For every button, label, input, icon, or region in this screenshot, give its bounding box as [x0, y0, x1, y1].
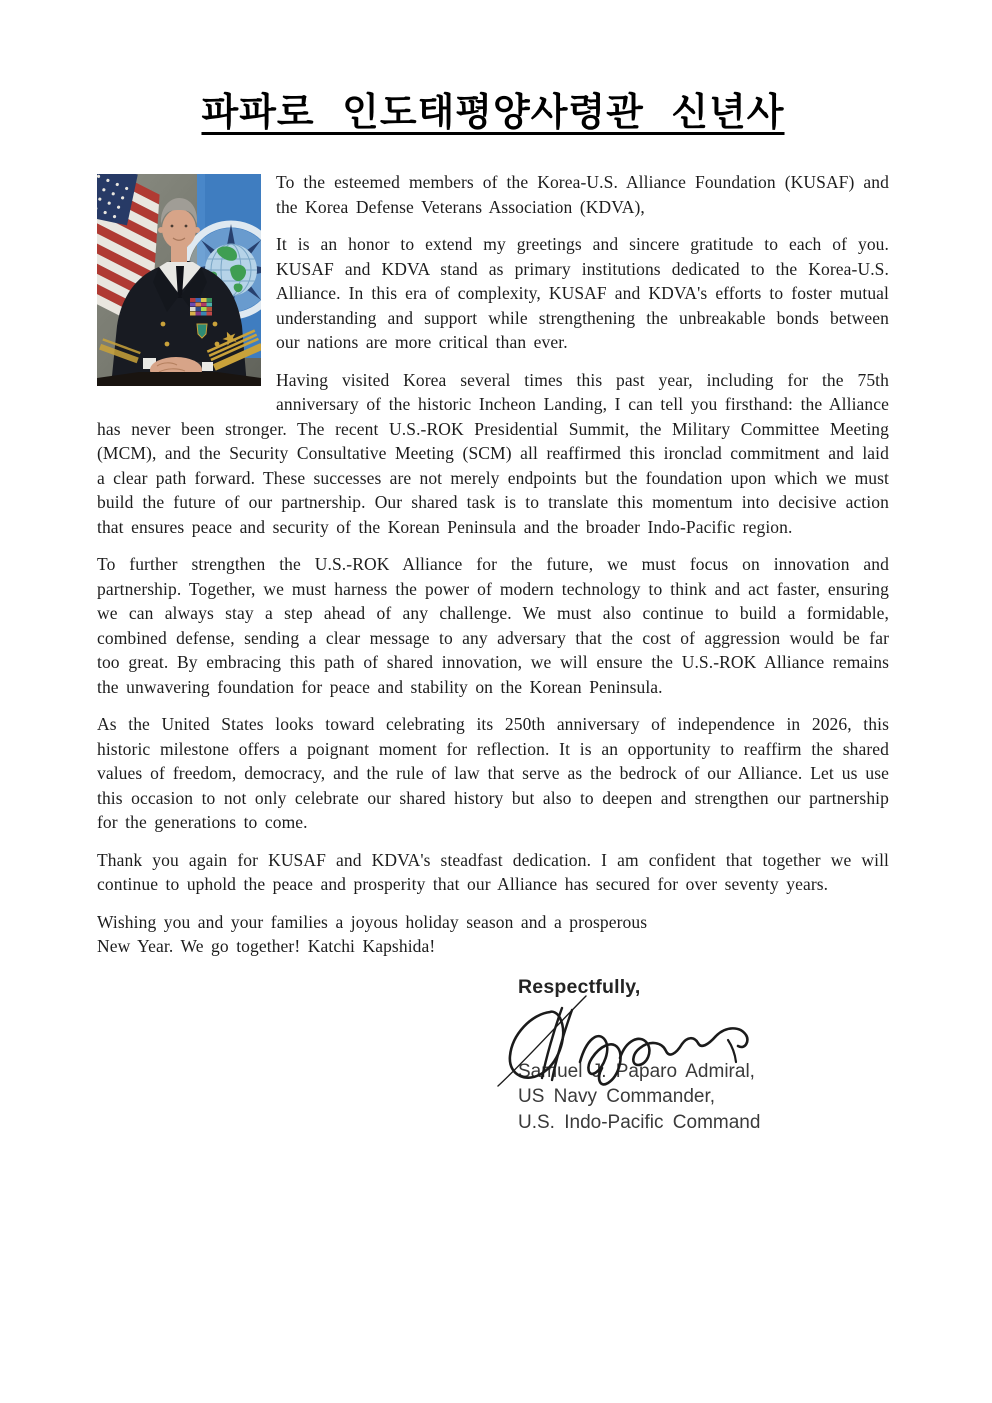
letter-body — [97, 170, 889, 1135]
letter-paragraph-closing-wish: Wishing you and your families a joyous holiday season and a prosperous New Year. We go together! Katchi Kapshida! — [97, 911, 648, 956]
signature-block — [518, 976, 889, 1136]
letter-paragraph: Having visited Korea several times this past year, including for the 75th anniversary of the historic Incheon Landing, I can tell you firsthand: the Alliance has never been stronger. The recent U.S.-ROK Presidential Summit, the Military Committee Meeting (MCM), and the Security Consultative Meeting (SCM) all reaffirmed this ironclad commitment and laid a clear path forward. These successes are not merely endpoints but the foundation upon which we must build the future of our partnership. Our shared task is to translate this momentum into decisive action that ensures peace and security of the Korean Peninsula and the broader Indo-Pacific region. — [97, 369, 889, 537]
closing-salutation: Respectfully, — [518, 975, 641, 998]
signature-command-line: U.S. Indo-Pacific Command — [518, 1111, 761, 1133]
signature-name-line: Samuel J. Paparo Admiral, — [518, 1060, 755, 1082]
letter-paragraph: To the esteemed members of the Korea-U.S. Alliance Foundation (KUSAF) and the Korea Defense Veterans Association (KDVA), — [276, 172, 889, 217]
document-title: 파파로 인도태평양사령관 신년사 — [201, 92, 785, 134]
admiral-portrait-photo — [97, 174, 261, 386]
signature-title-line: US Navy Commander, — [518, 1086, 716, 1107]
letter-paragraph: It is an honor to extend my greetings and sincere gratitude to each of you. KUSAF and KDVA stand as primary institutions dedicated to the Korea-U.S. Alliance. In this era of complexity, KUSAF and KDVA's efforts to foster mutual understanding and support while strengthening the unbreakable bonds between our nations are more critical than ever. — [276, 234, 889, 352]
letter-paragraph: As the United States looks toward celebrating its 250th anniversary of independence in 2026, this historic milestone offers a poignant moment for reflection. It is an opportunity to reaffirm the shared values of freedom, democracy, and the rule of law that serve as the bedrock of our Alliance. Let us use this occasion to not only celebrate our shared history but also to deepen and strengthen our partnership for the generations to come. — [97, 714, 889, 832]
signature-lines — [518, 1059, 889, 1136]
letter-paragraph: Thank you again for KUSAF and KDVA's steadfast dedication. I am confident that together we will continue to uphold the peace and prosperity that our Alliance has secured for over seventy years. — [97, 849, 889, 894]
letter-paragraph: To further strengthen the U.S.-ROK Alliance for the future, we must focus on innovation and partnership. Together, we must harness the power of modern technology to think and act faster, ensuring we can always stay a step ahead of any challenge. We must also continue to build a formidable, combined defense, sending a clear message to any adversary that the cost of aggression would be far too great. By embracing this path of shared innovation, we will ensure the U.S.-ROK Alliance remains the unwavering foundation for peace and stability on the Korean Peninsula. — [97, 554, 889, 697]
face — [162, 209, 196, 249]
